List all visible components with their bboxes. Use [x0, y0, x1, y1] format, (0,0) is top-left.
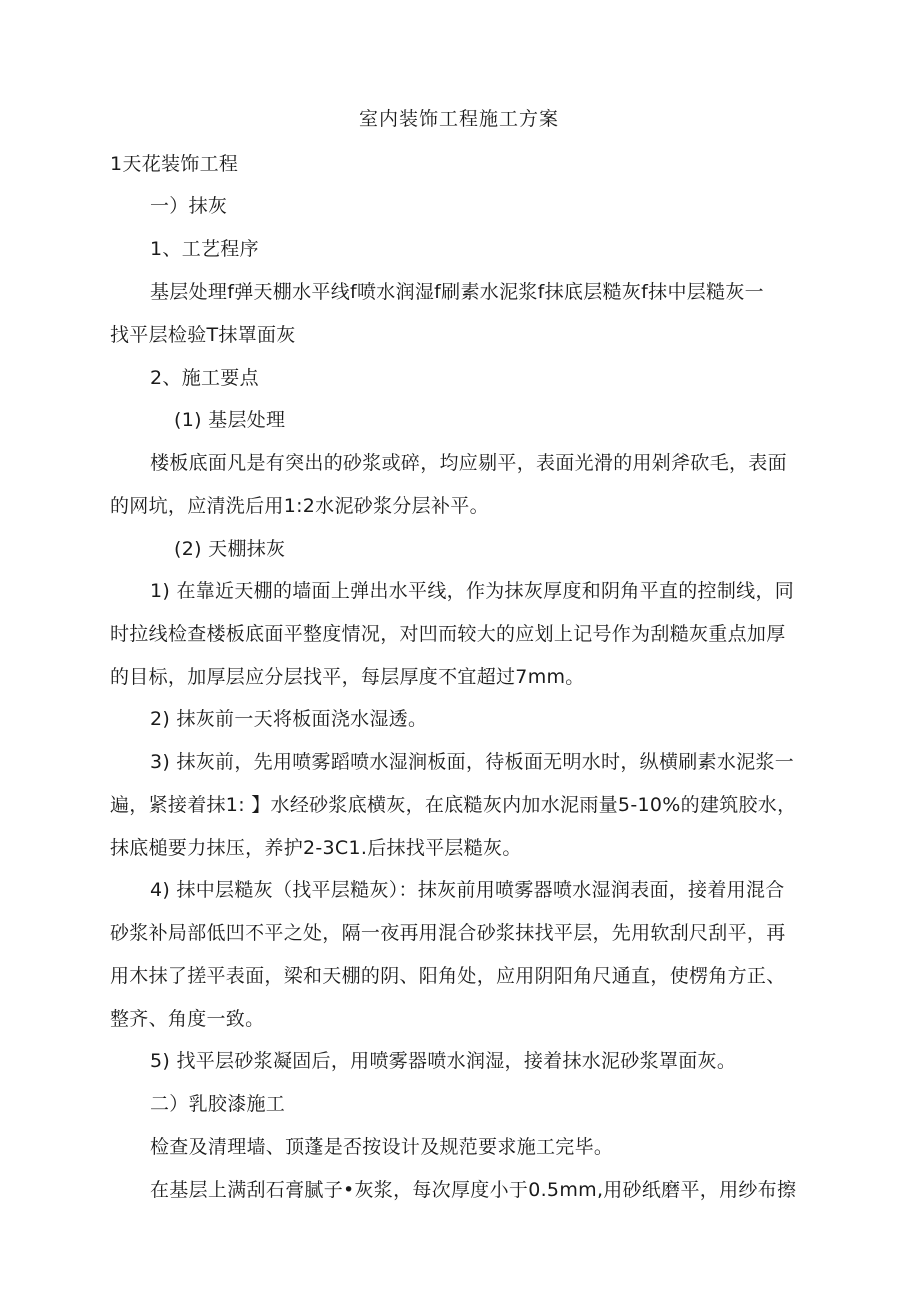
paragraph-line: 用木抹了搓平表面，梁和天棚的阴、阳角处，应用阴阳角尺通直，使楞角方正、	[110, 965, 786, 987]
paragraph-line: 抹底槌要力抹压，养护2-3C1.后抹找平层糙灰。	[110, 837, 522, 859]
section-heading: 1天花装饰工程	[110, 153, 239, 175]
paragraph-line: 5) 找平层砂浆凝固后，用喷雾器喷水润湿，接着抹水泥砂浆罩面灰。	[150, 1050, 737, 1072]
paragraph-line: 的网坑，应清洗后用1:2水泥砂浆分层补平。	[110, 495, 489, 517]
paragraph-line: 楼板底面凡是有突出的砂浆或碎，均应剔平，表面光滑的用剁斧砍毛，表面	[150, 452, 787, 474]
paragraph-line: 检查及清理墙、顶蓬是否按设计及规范要求施工完毕。	[150, 1136, 614, 1158]
paragraph-line: 整齐、角度一致。	[110, 1008, 265, 1030]
paragraph-line: 遍，紧接着抹1: 】水经砂浆底横灰，在底糙灰内加水泥雨量5-10%的建筑胶水，	[110, 794, 797, 816]
document-title: 室内装饰工程施工方案	[359, 108, 560, 130]
paragraph-line: 在基层上满刮石膏腻子•灰浆，每次厚度小于0.5mm,用砂纸磨平，用纱布擦	[150, 1179, 797, 1201]
paragraph-line: 砂浆补局部低凹不平之处，隔一夜再用混合砂浆抹找平层，先用软刮尺刮平，再	[110, 922, 786, 944]
paragraph-line: 基层处理f弹天棚水平线f喷水润湿f刷素水泥浆f抹底层糙灰f抹中层糙灰一	[150, 281, 764, 303]
item-heading: (1) 基层处理	[174, 409, 286, 431]
item-heading: (2) 天棚抹灰	[174, 538, 286, 560]
subsection-heading: 一）抹灰	[150, 195, 228, 217]
subsection-heading: 1、工艺程序	[150, 238, 259, 260]
paragraph-line: 3) 抹灰前，先用喷雾蹈喷水湿涧板面，待板面无明水时，纵横刷素水泥浆一	[150, 751, 795, 773]
paragraph-line: 2) 抹灰前一天将板面浇水湿透。	[150, 708, 428, 730]
paragraph-line: 找平层检验T抹罩面灰	[110, 324, 296, 346]
subsection-heading: 2、施工要点	[150, 367, 259, 389]
subsection-heading: 二）乳胶漆施工	[150, 1093, 286, 1115]
paragraph-line: 的目标，加厚层应分层找平，每层厚度不宜超过7mm。	[110, 666, 585, 688]
paragraph-line: 4) 抹中层糙灰（找平层糙灰）：抹灰前用喷雾器喷水湿润表面，接着用混合	[150, 879, 785, 901]
paragraph-line: 时拉线检查楼板底面平整度情况，对凹而较大的应划上记号作为刮糙灰重点加厚	[110, 623, 786, 645]
paragraph-line: 1) 在靠近天棚的墙面上弹出水平线，作为抹灰厚度和阴角平直的控制线，同	[150, 580, 795, 602]
